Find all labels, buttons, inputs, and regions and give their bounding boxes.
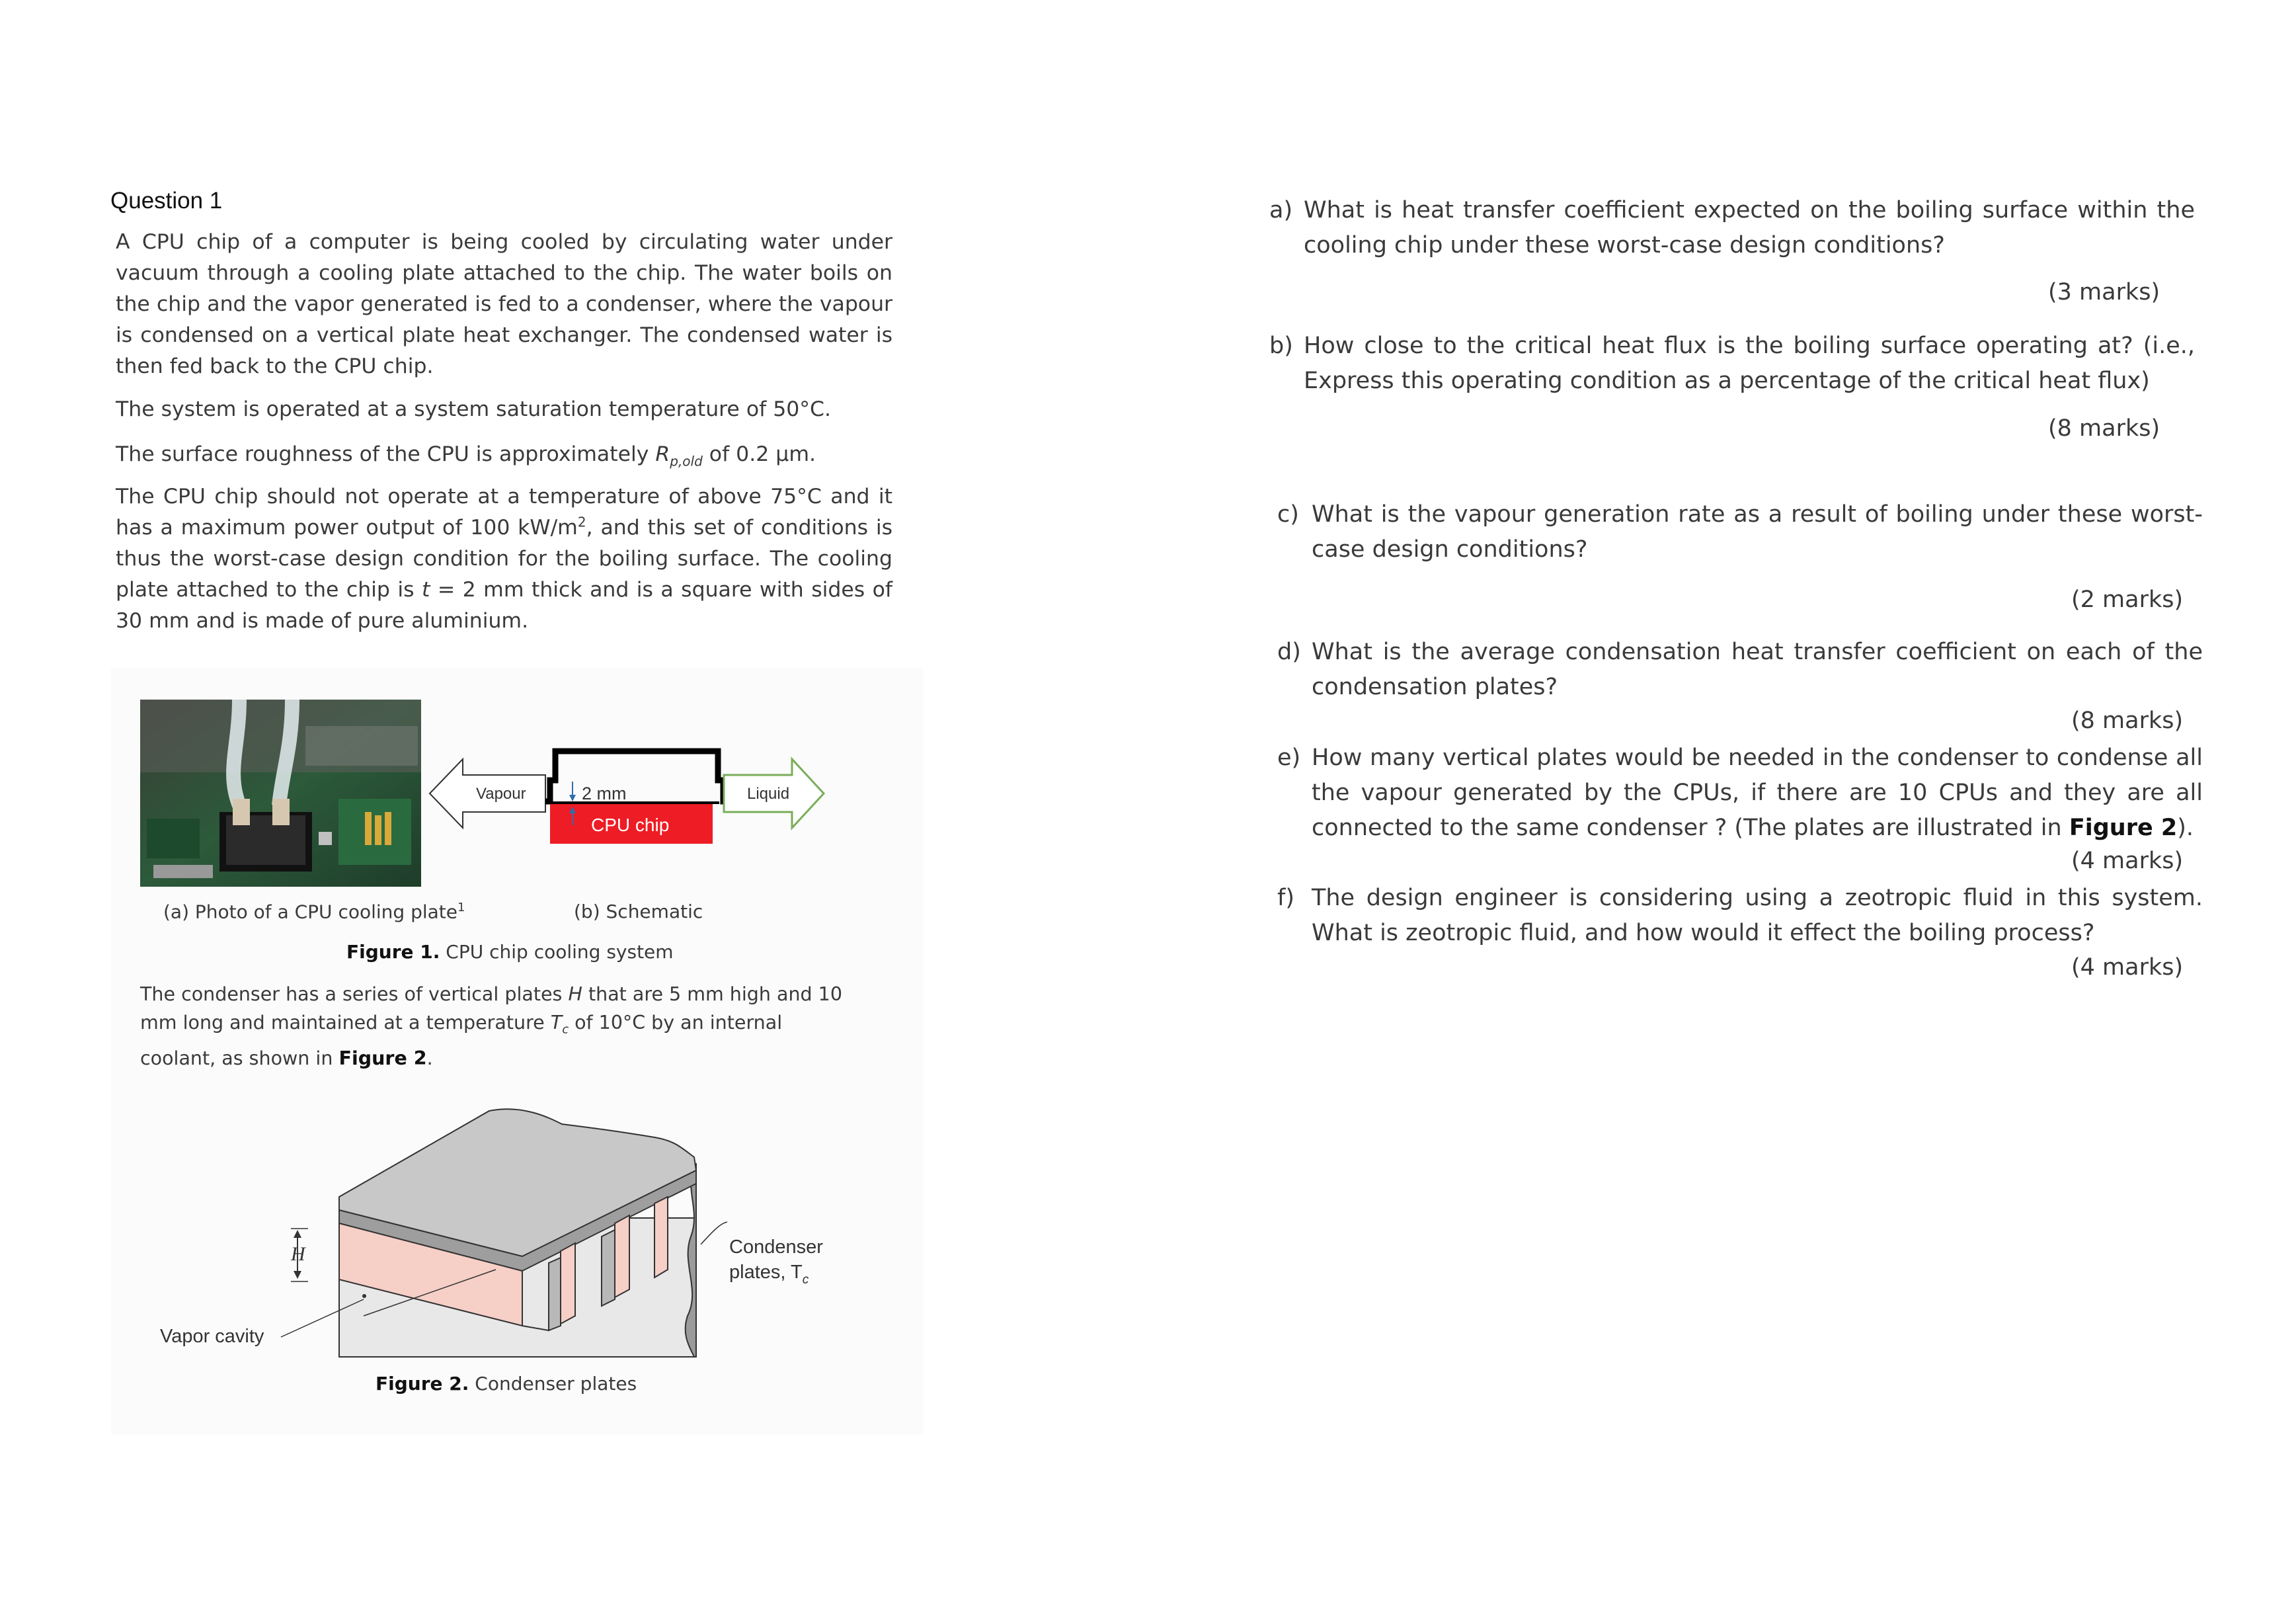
vapour-label: Vapour [476,785,526,803]
question-e [1277,741,2203,846]
question-d-text: What is the average condensation heat transfer coefficient on each of the condensation plates? [1312,639,2203,700]
vapor-cavity-label: Vapor cavity [160,1326,264,1347]
thickness-label: 2 mm [582,784,627,803]
cpu-chip-label: CPU chip [591,815,670,835]
p3-subscript: p,old [670,453,703,469]
condenser-plates-diagram [152,1098,846,1375]
question-f-marks: (4 marks) [2071,954,2184,981]
question-b-marks: (8 marks) [2048,415,2160,442]
figure1-caption-text: CPU chip cooling system [440,941,674,963]
question-c [1277,497,2203,567]
p4-sup: 2 [577,514,586,530]
cond-mid2: of 10°C by an internal coolant, as shown in [140,1012,783,1069]
question-f-text: The design engineer is considering using a zeotropic fluid in this system. What is zeotropic fluid, and how would it effect the boiling process? [1312,885,2203,946]
cpu-cooling-plate-photo [140,700,421,887]
condenser-label-text: plates, T [729,1262,803,1283]
figure2-caption-bold: Figure 2. [376,1373,469,1395]
condenser-label-line2 [729,1262,809,1287]
question-c-marks: (2 marks) [2071,587,2184,613]
figure1-caption-bold: Figure 1. [346,941,440,963]
cpu-schematic [423,741,833,860]
cond-tc: T [550,1012,563,1034]
cond-pre: The condenser has a series of vertical plates [140,983,569,1005]
intro-paragraph-4 [116,481,892,637]
condenser-label-line1: Condenser [729,1237,823,1258]
question-c-text: What is the vapour generation rate as a result of boiling under these worst-case design conditions? [1312,501,2203,563]
question-e-marks: (4 marks) [2071,848,2184,874]
question-c-label: c) [1277,501,1299,528]
condenser-description [140,980,851,1073]
question-d [1277,635,2203,705]
question-a-text: What is heat transfer coefficient expected on the boiling surface within the cooling chip under these worst-case design conditions? [1304,197,2195,259]
caption-a-sup: 1 [457,901,465,914]
p3-pre: The surface roughness of the CPU is approximately [116,442,656,466]
cond-fig-ref: Figure 2 [338,1047,427,1069]
p4-post: = 2 mm thick and is a square with sides of 30 mm and is made of pure aluminium. [116,578,892,633]
question-a-marks: (3 marks) [2048,279,2160,305]
intro-paragraph-1: A CPU chip of a computer is being cooled by circulating water under vacuum through a cooling plate attached to the chip. The water boils on the chip and the vapor generated is fed to a condenser, where the vapour is condensed on a vertical plate heat exchanger. The condensed water is then fed back to the CPU chip. [116,230,892,378]
figure1-caption-a [163,901,465,922]
question-f [1277,881,2203,951]
question-e-pre: How many vertical plates would be needed in the condenser to condense all the vapour generated by the CPUs, if there are 10 CPUs and they are all connected to the same condenser ? (The plates are illustrated in [1312,745,2203,841]
question-d-marks: (8 marks) [2071,708,2184,734]
intro-paragraph-3 [116,439,892,477]
question-a-label: a) [1269,197,1293,223]
question-b-label: b) [1269,333,1293,359]
intro-paragraph-2: The system is operated at a system saturation temperature of 50°C. [116,397,832,421]
question-b [1269,329,2195,399]
p4-mid: , and this set of conditions is thus the worst-case design condition for the boiling surface. The cooling plate attached to the chip is [116,516,892,602]
question-e-label: e) [1277,745,1301,771]
cond-mid1: that are 5 mm high and 10 mm long and maintained at a temperature [140,983,842,1034]
figure1-caption [346,941,674,963]
liquid-label: Liquid [747,785,790,803]
question-e-text [1312,741,2203,846]
caption-a-text: (a) Photo of a CPU cooling plate [163,901,458,923]
cooling-plate-outline [545,751,732,801]
question-title: Question 1 [110,188,223,214]
p4-t: t [422,578,430,602]
question-a [1269,193,2195,263]
p3-symbol: R [655,442,670,466]
h-label: H [291,1243,305,1265]
p3-post: of 0.2 µm. [702,442,816,466]
figure1-caption-b: (b) Schematic [574,901,703,922]
question-b-text: How close to the critical heat flux is the boiling surface operating at? (i.e., Express this operating condition as a percentage of the critical heat flux) [1304,333,2195,394]
question-e-post: ). [2177,815,2194,841]
figure2-caption-text: Condenser plates [469,1373,637,1395]
question-e-fig-ref: Figure 2 [2069,815,2178,841]
question-f-label: f) [1277,885,1294,911]
cond-tc-sub: c [562,1022,569,1037]
p4-pre: The CPU chip should not operate at a temperature of above 75°C and it has a maximum power output of 100 kW/m [116,485,892,540]
cond-h: H [568,983,582,1005]
condenser-label-sub: c [802,1273,809,1287]
cond-post: . [426,1047,433,1069]
question-d-label: d) [1277,639,1301,665]
figure2-caption [376,1373,637,1395]
